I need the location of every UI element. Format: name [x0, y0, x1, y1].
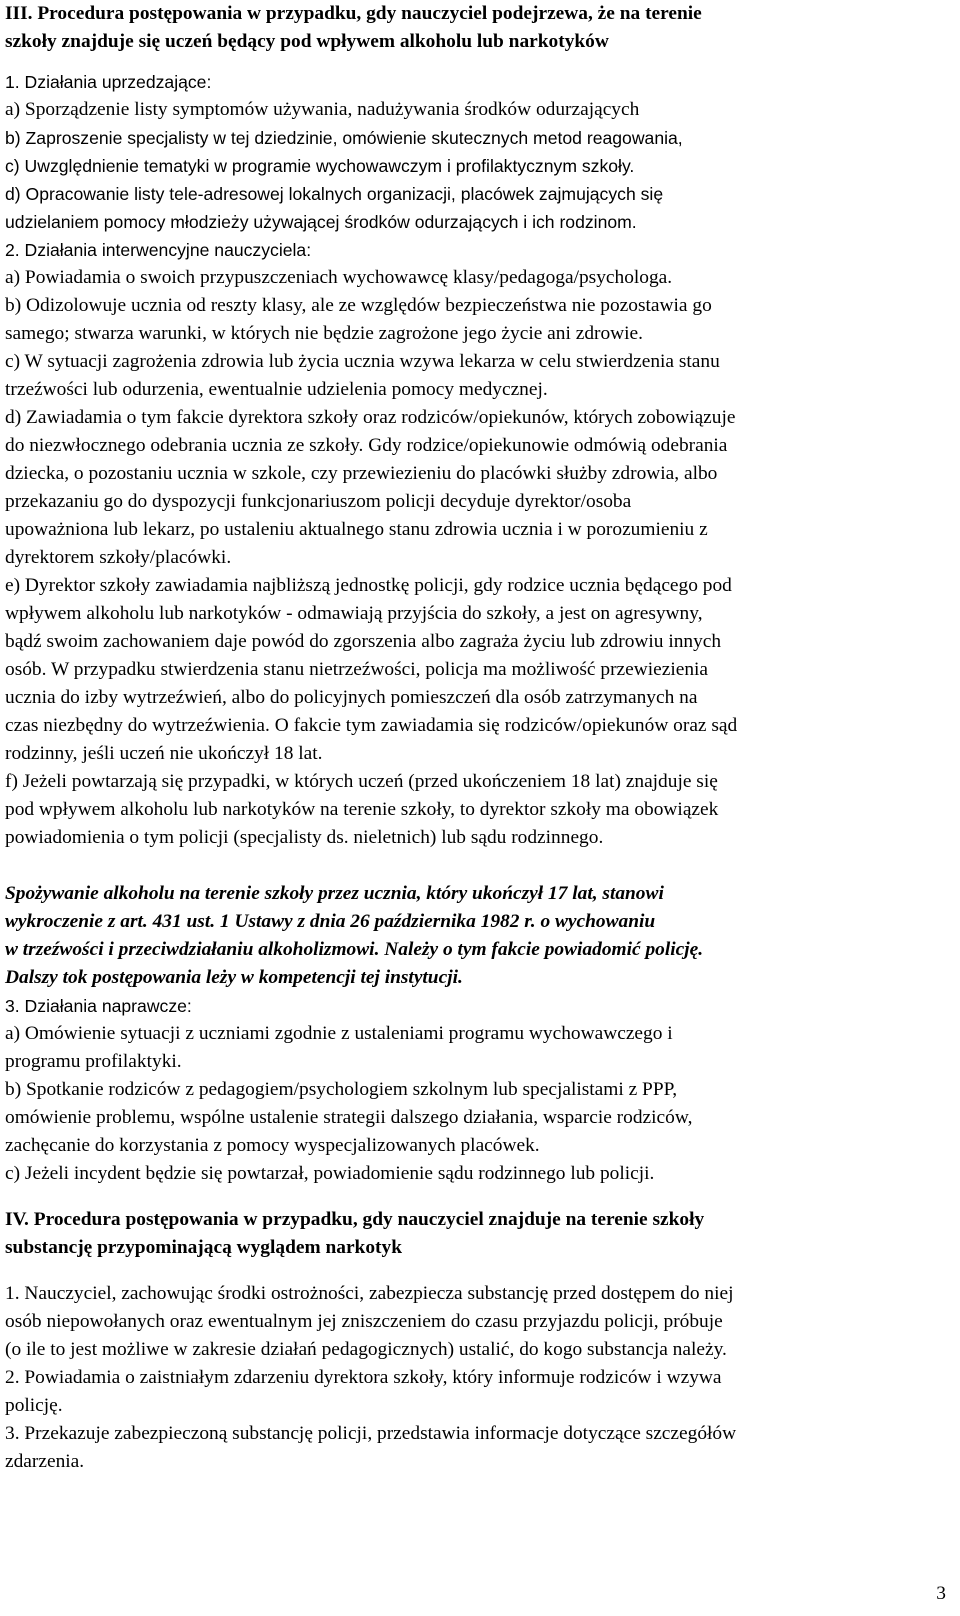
list-item: ucznia do izby wytrzeźwień, albo do policyjnych pomieszczeń dla osób zatrzymanych na	[5, 687, 698, 708]
warning-line: w trzeźwości i przeciwdziałaniu alkoholizmowi. Należy o tym fakcie powiadomić policję.	[5, 939, 704, 960]
heading-line: szkoły znajduje się uczeń będący pod wpływem alkoholu lub narkotyków	[5, 31, 609, 52]
list-item: policję.	[5, 1395, 63, 1416]
list-item: a) Omówienie sytuacji z uczniami zgodnie z ustaleniami programu wychowawczego i	[5, 1023, 673, 1044]
legal-warning	[5, 880, 945, 992]
list-item: c) W sytuacji zagrożenia zdrowia lub życia ucznia wzywa lekarza w celu stwierdzenia stanu	[5, 351, 720, 372]
warning-line: wykroczenie z art. 431 ust. 1 Ustawy z dnia 26 października 1982 r. o wychowaniu	[5, 911, 656, 932]
list-item: osób niepowołanych oraz ewentualnym jej zniszczeniem do czasu przyjazdu policji, próbuje	[5, 1311, 723, 1332]
list-item: udzielaniem pomocy młodzieży używającej środków odurzających i ich rodzinom.	[5, 212, 637, 232]
subheading-intervention: 2. Działania interwencyjne nauczyciela:	[5, 240, 312, 260]
list-item: c) Jeżeli incydent będzie się powtarzał, powiadomienie sądu rodzinnego lub policji.	[5, 1163, 655, 1184]
list-item: 2. Powiadamia o zaistniałym zdarzeniu dyrektora szkoły, który informuje rodziców i wzywa	[5, 1367, 722, 1388]
document-page	[5, 0, 945, 1476]
preventive-actions	[5, 68, 945, 236]
list-item: a) Sporządzenie listy symptomów używania, nadużywania środków odurzających	[5, 99, 640, 120]
list-item: czas niezbędny do wytrzeźwienia. O fakcie tym zawiadamia się rodziców/opiekunów oraz sąd	[5, 715, 738, 736]
list-item: b) Spotkanie rodziców z pedagogiem/psychologiem szkolnym lub specjalistami z PPP,	[5, 1079, 678, 1100]
list-item: f) Jeżeli powtarzają się przypadki, w których uczeń (przed ukończeniem 18 lat) znajduje się	[5, 771, 718, 792]
section-3-heading	[5, 0, 945, 56]
section-4-heading	[5, 1206, 945, 1262]
section-4	[5, 1206, 945, 1476]
list-item: do niezwłocznego odebrania ucznia ze szkoły. Gdy rodzice/opiekunowie odmówią odebrania	[5, 435, 728, 456]
list-item: b) Zaproszenie specjalisty w tej dziedzinie, omówienie skutecznych metod reagowania,	[5, 128, 683, 148]
list-item: wpływem alkoholu lub narkotyków - odmawiają przyjścia do szkoły, a jest on agresywny,	[5, 603, 703, 624]
section-3	[5, 0, 945, 1188]
list-item	[5, 852, 945, 880]
page-number: 3	[936, 1583, 946, 1604]
list-item: d) Zawiadamia o tym fakcie dyrektora szkoły oraz rodziców/opiekunów, których zobowiązuje	[5, 407, 736, 428]
list-item: osób. W przypadku stwierdzenia stanu nietrzeźwości, policja ma możliwość przewiezienia	[5, 659, 709, 680]
subheading-preventive: 1. Działania uprzedzające:	[5, 72, 212, 92]
list-item: e) Dyrektor szkoły zawiadamia najbliższą jednostkę policji, gdy rodzice ucznia będącego pod	[5, 575, 732, 596]
list-item: dziecka, o pozostaniu ucznia w szkole, czy przewiezieniu do placówki służby zdrowia, albo	[5, 463, 718, 484]
spacer	[5, 1262, 945, 1280]
spacer	[5, 1188, 945, 1206]
corrective-actions	[5, 992, 945, 1188]
list-item: dyrektorem szkoły/placówki.	[5, 547, 232, 568]
substance-steps	[5, 1280, 945, 1476]
list-item: c) Uwzględnienie tematyki w programie wychowawczym i profilaktycznym szkoły.	[5, 156, 635, 176]
list-item: powiadomienia o tym policji (specjalisty ds. nieletnich) lub sądu rodzinnego.	[5, 827, 604, 848]
subheading-corrective: 3. Działania naprawcze:	[5, 996, 192, 1016]
heading-line: III. Procedura postępowania w przypadku, gdy nauczyciel podejrzewa, że na terenie	[5, 3, 702, 24]
list-item: przekazaniu go do dyspozycji funkcjonariuszom policji decyduje dyrektor/osoba	[5, 491, 632, 512]
warning-line: Dalszy tok postępowania leży w kompetencji tej instytucji.	[5, 967, 463, 988]
warning-line: Spożywanie alkoholu na terenie szkoły przez ucznia, który ukończył 17 lat, stanowi	[5, 883, 664, 904]
heading-line: substancję przypominającą wyglądem narkotyk	[5, 1237, 402, 1258]
list-item: 1. Nauczyciel, zachowując środki ostrożności, zabezpiecza substancję przed dostępem do niej	[5, 1283, 734, 1304]
list-item: pod wpływem alkoholu lub narkotyków na terenie szkoły, to dyrektor szkoły ma obowiązek	[5, 799, 719, 820]
spacer	[5, 56, 945, 68]
heading-line: IV. Procedura postępowania w przypadku, gdy nauczyciel znajduje na terenie szkoły	[5, 1209, 705, 1230]
list-item: programu profilaktyki.	[5, 1051, 182, 1072]
list-item: upoważniona lub lekarz, po ustaleniu aktualnego stanu zdrowia ucznia i w porozumieniu z	[5, 519, 708, 540]
list-item: b) Odizolowuje ucznia od reszty klasy, ale ze względów bezpieczeństwa nie pozostawia go	[5, 295, 712, 316]
list-item: samego; stwarza warunki, w których nie będzie zagrożone jego życie ani zdrowie.	[5, 323, 644, 344]
list-item: (o ile to jest możliwe w zakresie działań pedagogicznych) ustalić, do kogo substancja należy.	[5, 1339, 727, 1360]
list-item: omówienie problemu, wspólne ustalenie strategii dalszego działania, wsparcie rodziców,	[5, 1107, 693, 1128]
list-item: rodzinny, jeśli uczeń nie ukończył 18 lat.	[5, 743, 323, 764]
list-item: a) Powiadamia o swoich przypuszczeniach wychowawcę klasy/pedagoga/psychologa.	[5, 267, 673, 288]
list-item: 3. Przekazuje zabezpieczoną substancję policji, przedstawia informacje dotyczące szczegółów	[5, 1423, 737, 1444]
list-item: bądź swoim zachowaniem daje powód do zgorszenia albo zagraża życiu lub zdrowiu innych	[5, 631, 722, 652]
intervention-actions	[5, 236, 945, 880]
list-item: d) Opracowanie listy tele-adresowej lokalnych organizacji, placówek zajmujących się	[5, 184, 664, 204]
list-item: trzeźwości lub odurzenia, ewentualnie udzielenia pomocy medycznej.	[5, 379, 548, 400]
list-item: zachęcanie do korzystania z pomocy wyspecjalizowanych placówek.	[5, 1135, 540, 1156]
list-item: zdarzenia.	[5, 1451, 85, 1472]
